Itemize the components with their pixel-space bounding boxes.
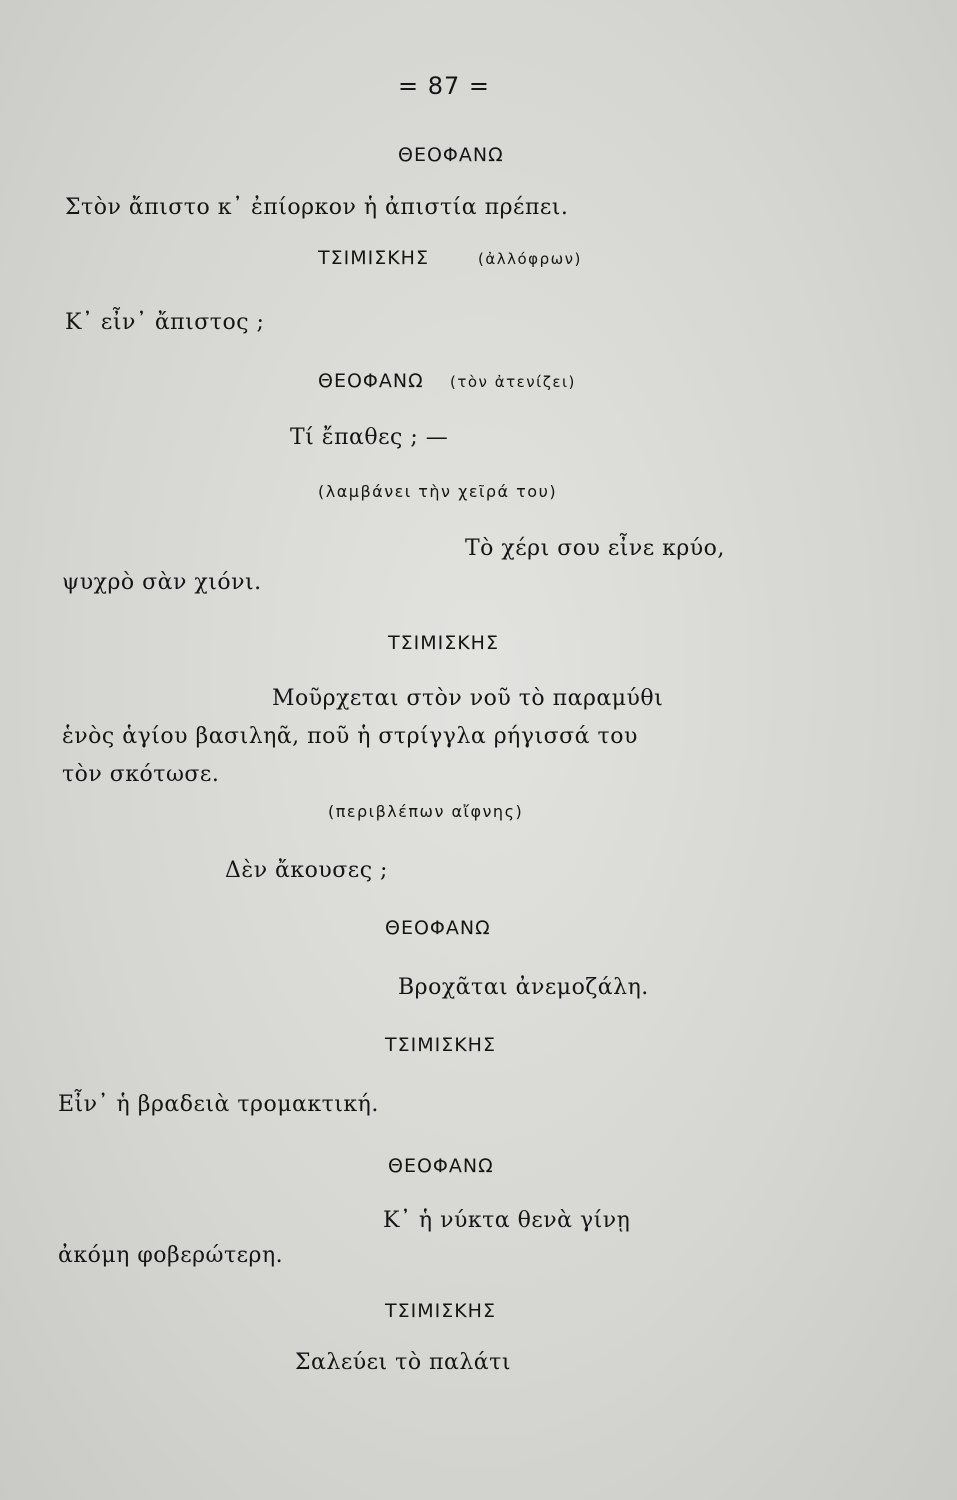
speaker-name: ΘΕΟΦΑΝΩ: [388, 1155, 494, 1177]
verse-line: ἀκόμη φοβερώτερη.: [58, 1243, 284, 1268]
verse-line: ἑνὸς ἁγίου βασιληᾶ, ποῦ ἡ στρίγγλα ρήγισσά του: [62, 724, 638, 749]
speaker-name: ΤΣΙΜΙΣΚΗΣ: [318, 247, 429, 269]
stage-direction: (περιβλέπων αἴφνης): [328, 802, 524, 821]
speaker-name: ΤΣΙΜΙΣΚΗΣ: [385, 1300, 496, 1322]
speaker-name: ΤΣΙΜΙΣΚΗΣ: [388, 632, 499, 654]
verse-line: Κ᾽ ἡ νύκτα θενὰ γίνῃ: [383, 1208, 631, 1233]
verse-line: Στὸν ἄπιστο κ᾽ ἐπίορκον ἡ ἀπιστία πρέπει.: [65, 195, 569, 220]
verse-line: Δὲν ἄκουσες ;: [225, 858, 388, 883]
stage-direction: (λαμβάνει τὴν χεῖρά του): [318, 482, 558, 501]
speaker-name: ΘΕΟΦΑΝΩ: [318, 370, 424, 392]
speaker-name: ΤΣΙΜΙΣΚΗΣ: [385, 1034, 496, 1056]
verse-line: τὸν σκότωσε.: [62, 762, 220, 787]
verse-line: Βροχᾶται ἀνεμοζάλη.: [398, 975, 649, 1000]
verse-line: Εἶν᾽ ἡ βραδειὰ τρομακτική.: [58, 1092, 379, 1117]
verse-line: Σαλεύει τὸ παλάτι: [295, 1350, 511, 1375]
speaker-name: ΘΕΟΦΑΝΩ: [385, 917, 491, 939]
page-number: = 87 =: [398, 72, 491, 100]
stage-direction: (τὸν ἀτενίζει): [450, 373, 576, 391]
verse-line: Μοῦρχεται στὸν νοῦ τὸ παραμύθι: [272, 686, 664, 711]
verse-line: ψυχρὸ σὰν χιόνι.: [62, 570, 262, 595]
stage-direction: (ἀλλόφρων): [478, 250, 582, 268]
verse-line: Τί ἔπαθες ; —: [290, 425, 449, 450]
verse-line: Τὸ χέρι σου εἶνε κρύο,: [465, 536, 725, 561]
speaker-name: ΘΕΟΦΑΝΩ: [398, 144, 504, 166]
verse-line: Κ᾽ εἶν᾽ ἄπιστος ;: [65, 310, 265, 335]
